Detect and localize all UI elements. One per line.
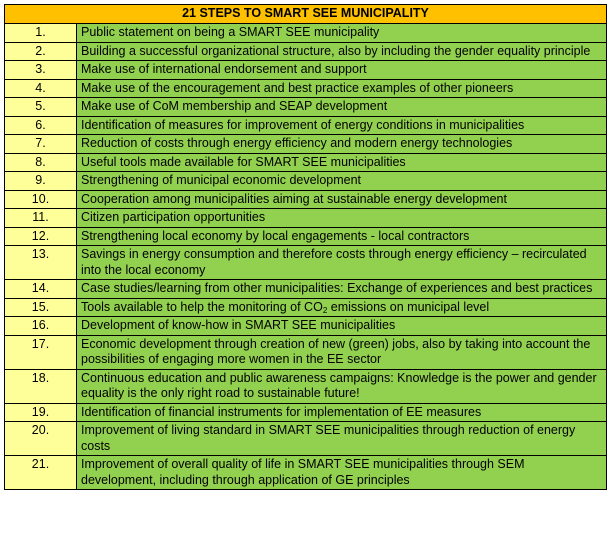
step-text: Identification of measures for improvement of energy conditions in municipalities: [77, 116, 607, 135]
step-number: 17.: [5, 335, 77, 369]
table-row: [5, 116, 607, 135]
step-text: Savings in energy consumption and therefore costs through energy efficiency – recirculated into the local economy: [77, 246, 607, 280]
table-row: [5, 298, 607, 317]
step-number: 21.: [5, 456, 77, 490]
step-number: 2.: [5, 42, 77, 61]
step-text: [77, 298, 607, 317]
table-row: [5, 422, 607, 456]
step-number: 12.: [5, 227, 77, 246]
table-row: [5, 190, 607, 209]
step-number: 15.: [5, 298, 77, 317]
step-number: 10.: [5, 190, 77, 209]
step-text: Improvement of living standard in SMART SEE municipalities through reduction of energy costs: [77, 422, 607, 456]
step-number: 5.: [5, 98, 77, 117]
table-row: [5, 403, 607, 422]
table-title: 21 STEPS TO SMART SEE MUNICIPALITY: [5, 5, 607, 24]
step-text: Strengthening local economy by local engagements - local contractors: [77, 227, 607, 246]
step-number: 16.: [5, 317, 77, 336]
table-row: [5, 98, 607, 117]
table-row: [5, 153, 607, 172]
step-number: 7.: [5, 135, 77, 154]
step-number: 13.: [5, 246, 77, 280]
subscript: 2: [322, 305, 328, 315]
step-text: Continuous education and public awareness campaigns: Knowledge is the power and gender equality is the only right road to sustainable future!: [77, 369, 607, 403]
step-number: 9.: [5, 172, 77, 191]
step-text: Reduction of costs through energy efficiency and modern energy technologies: [77, 135, 607, 154]
table-row: [5, 42, 607, 61]
table-row: [5, 135, 607, 154]
step-text: Building a successful organizational structure, also by including the gender equality principle: [77, 42, 607, 61]
table-row: [5, 456, 607, 490]
step-text: Identification of financial instruments for implementation of EE measures: [77, 403, 607, 422]
table-row: [5, 280, 607, 299]
table-row: [5, 369, 607, 403]
table-row: [5, 172, 607, 191]
step-number: 14.: [5, 280, 77, 299]
step-text: Cooperation among municipalities aiming at sustainable energy development: [77, 190, 607, 209]
step-text-part: Tools available to help the monitoring of CO: [81, 299, 323, 314]
step-text: Strengthening of municipal economic development: [77, 172, 607, 191]
step-number: 6.: [5, 116, 77, 135]
table-row: [5, 24, 607, 43]
step-number: 20.: [5, 422, 77, 456]
step-number: 11.: [5, 209, 77, 228]
table-header-row: [5, 5, 607, 24]
step-number: 4.: [5, 79, 77, 98]
step-text: Make use of CoM membership and SEAP development: [77, 98, 607, 117]
step-number: 18.: [5, 369, 77, 403]
table-body: [5, 24, 607, 490]
step-text: Economic development through creation of new (green) jobs, also by taking into account the possibilities of engaging more women in the EE sector: [77, 335, 607, 369]
step-number: 19.: [5, 403, 77, 422]
table-row: [5, 79, 607, 98]
step-number: 8.: [5, 153, 77, 172]
step-text: Improvement of overall quality of life in SMART SEE municipalities through SEM development, including through application of GE principles: [77, 456, 607, 490]
table-row: [5, 317, 607, 336]
step-text: Case studies/learning from other municipalities: Exchange of experiences and best practices: [77, 280, 607, 299]
table-row: [5, 246, 607, 280]
table-row: [5, 335, 607, 369]
step-text: Public statement on being a SMART SEE municipality: [77, 24, 607, 43]
step-number: 1.: [5, 24, 77, 43]
step-text: Make use of international endorsement and support: [77, 61, 607, 80]
step-text: Useful tools made available for SMART SEE municipalities: [77, 153, 607, 172]
step-text: Citizen participation opportunities: [77, 209, 607, 228]
table-row: [5, 209, 607, 228]
table-row: [5, 227, 607, 246]
step-text: Development of know-how in SMART SEE municipalities: [77, 317, 607, 336]
table-row: [5, 61, 607, 80]
step-number: 3.: [5, 61, 77, 80]
step-text: Make use of the encouragement and best practice examples of other pioneers: [77, 79, 607, 98]
step-text-part: emissions on municipal level: [327, 299, 490, 314]
steps-table: [4, 4, 607, 490]
